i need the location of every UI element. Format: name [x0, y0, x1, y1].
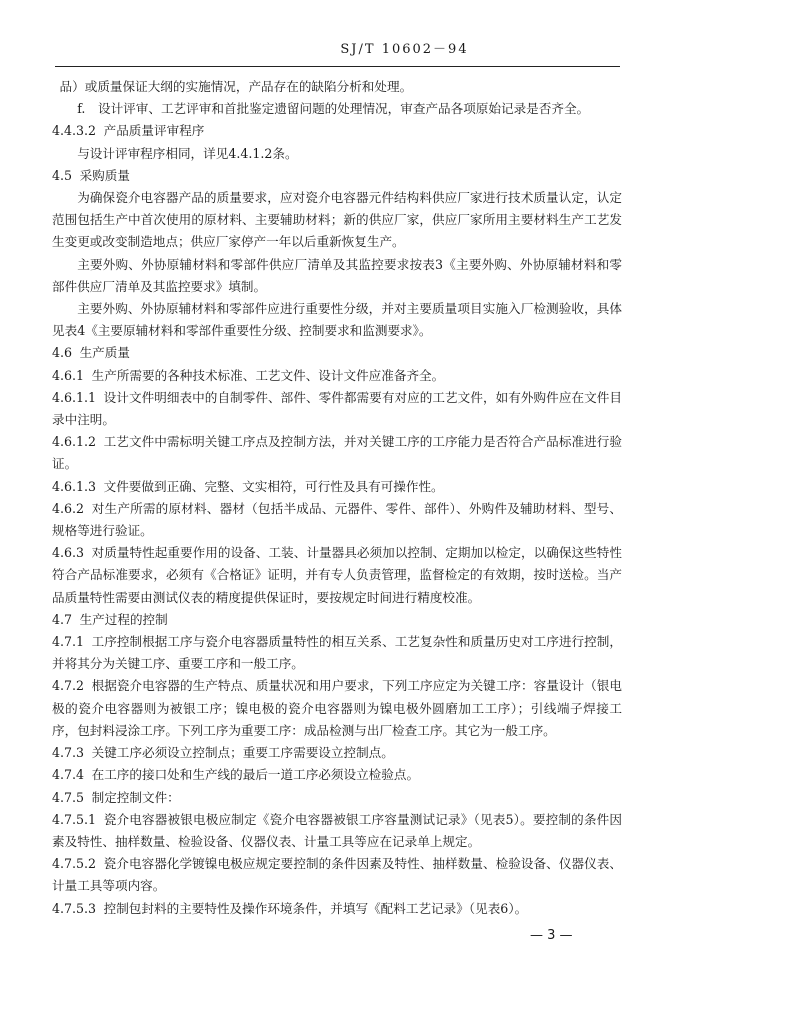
clause [52, 631, 622, 675]
clause-number: 4.7.4 [52, 767, 85, 783]
clause [52, 787, 622, 809]
clause-number: 4.7.3 [52, 745, 85, 761]
clause [52, 853, 622, 897]
clause [52, 542, 622, 609]
paragraph [52, 98, 622, 120]
clause [52, 476, 622, 498]
clause-text: 控制包封料的主要特性及操作环境条件，并填写《配料工艺记录》（见表6）。 [103, 900, 528, 916]
heading-text: 生产质量 [79, 345, 130, 361]
clause-number: 4.4.3.2 [52, 123, 97, 139]
paragraph [52, 76, 622, 98]
paragraph-text: 为确保瓷介电容器产品的质量要求，应对瓷介电容器元件结构料供应厂家进行技术质量认定，认定范围包括生产中首次使用的原材料、主要辅助材料；新的供应厂家，供应厂家所用主要材料生产工艺发生变更或改变制造地点；供应厂家停产一年以后重新恢复生产。 [52, 190, 622, 250]
clause-number: 4.7.1 [52, 634, 85, 650]
clause-text: 工序控制根据工序与瓷介电容器质量特性的相互关系、工艺复杂性和质量历史对工序进行控制，并将其分为关键工序、重要工序和一般工序。 [52, 634, 622, 672]
clause-number: 4.6 [52, 345, 73, 361]
clause-number: 4.6.3 [52, 545, 85, 561]
clause-number: 4.6.1.2 [52, 434, 97, 450]
section-heading [52, 342, 622, 364]
page-number: — 3 — [530, 928, 573, 943]
paragraph-text: 品）或质量保证大纲的实施情况，产品存在的缺陷分析和处理。 [59, 79, 413, 94]
clause-text: 瓷介电容器化学镀镍电极应规定要控制的条件因素及特性、抽样数量、检验设备、仪器仪表、计量工具等项内容。 [52, 856, 622, 894]
clause-text: 设计文件明细表中的自制零件、部件、零件都需要有对应的工艺文件，如有外购件应在文件目录中注明。 [52, 389, 622, 428]
clause-text: 对质量特性起重要作用的设备、工装、计量器具必须加以控制、定期加以检定，以确保这些特性符合产品标准要求，必须有《合格证》证明，并有专人负责管理，监督检定的有效期，按时送检。当产品质量特性需要由测试仪表的精度提供保证时，要按规定时间进行精度校准。 [52, 545, 622, 605]
standard-code-header: SJ/T 10602－94 [340, 42, 469, 57]
clause-text: 对生产所需的原材料、器材（包括半成品、元器件、零件、部件）、外购件及辅助材料、型号、规格等进行验证。 [52, 500, 622, 539]
clause [52, 675, 622, 742]
clause-number: 4.7 [52, 611, 73, 627]
paragraph [52, 254, 622, 298]
clause [52, 764, 622, 786]
heading-text: 产品质量评审程序 [103, 123, 205, 139]
paragraph-text: 主要外购、外协原辅材料和零部件供应厂清单及其监控要求按表3《主要外购、外协原辅材料和零部件供应厂清单及其监控要求》填制。 [52, 256, 622, 294]
clause-number: 4.7.5.1 [52, 811, 97, 827]
paragraph-text: 主要外购、外协原辅材料和零部件应进行重要性分级，并对主要质量项目实施入厂检测验收，具体见表4《主要原辅材料和零部件重要性分级、控制要求和监测要求》。 [52, 301, 622, 339]
clause-text: 生产所需要的各种技术标准、工艺文件、设计文件应准备齐全。 [91, 367, 445, 383]
clause [52, 431, 622, 475]
section-heading [52, 165, 622, 187]
clause-number: 4.7.5.2 [52, 856, 97, 872]
clause-number: 4.6.1.3 [52, 478, 97, 494]
clause-text: 制定控制文件： [91, 789, 180, 805]
clause-number: 4.6.1.1 [52, 389, 97, 405]
clause-text: 关键工序必须设立控制点；重要工序需要设立控制点。 [91, 745, 394, 761]
heading-text: 采购质量 [79, 167, 130, 183]
clause-text: 根据瓷介电容器的生产特点、质量状况和用户要求，下列工序应定为关键工序：容量设计（银电极的瓷介电容器则为被银工序；镍电极的瓷介电容器则为镍电极外圆磨加工工序）；引线端子焊接工序，包封料浸涂工序。下列工序为重要工序：成品检测与出厂检查工序。其它为一般工序。 [52, 678, 622, 738]
clause-text: 瓷介电容器被银电极应制定《瓷介电容器被银工序容量测试记录》（见表5）。要控制的条件因素及特性、抽样数量、检验设备、仪器仪表、计量工具等应在记录单上规定。 [52, 811, 622, 849]
paragraph-text: f. 设计评审、工艺评审和首批鉴定遗留问题的处理情况，审查产品各项原始记录是否齐全。 [77, 101, 590, 117]
clause-text: 工艺文件中需标明关键工序点及控制方法，并对关键工序的工序能力是否符合产品标准进行验证。 [52, 434, 622, 472]
clause-number: 4.7.5 [52, 789, 85, 805]
header-rule [55, 66, 620, 67]
clause-number: 4.6.1 [52, 367, 85, 383]
clause [52, 898, 622, 920]
clause-text: 文件要做到正确、完整、文实相符，可行性及具有可操作性。 [103, 478, 444, 494]
clause [52, 387, 622, 431]
paragraph-text: 与设计评审程序相同，详见4.4.1.2条。 [77, 145, 298, 161]
heading-text: 生产过程的控制 [79, 611, 168, 627]
clause [52, 742, 622, 764]
document-body [52, 76, 622, 920]
section-heading [52, 609, 622, 631]
section-heading [52, 120, 622, 142]
clause-text: 在工序的接口处和生产线的最后一道工序必须设立检验点。 [91, 767, 420, 783]
clause [52, 498, 622, 542]
clause-number: 4.7.2 [52, 678, 85, 694]
clause [52, 365, 622, 387]
clause [52, 809, 622, 853]
paragraph [52, 298, 622, 342]
paragraph [52, 143, 622, 165]
paragraph [52, 187, 622, 254]
clause-number: 4.7.5.3 [52, 900, 97, 916]
clause-number: 4.6.2 [52, 500, 85, 516]
clause-number: 4.5 [52, 167, 73, 183]
